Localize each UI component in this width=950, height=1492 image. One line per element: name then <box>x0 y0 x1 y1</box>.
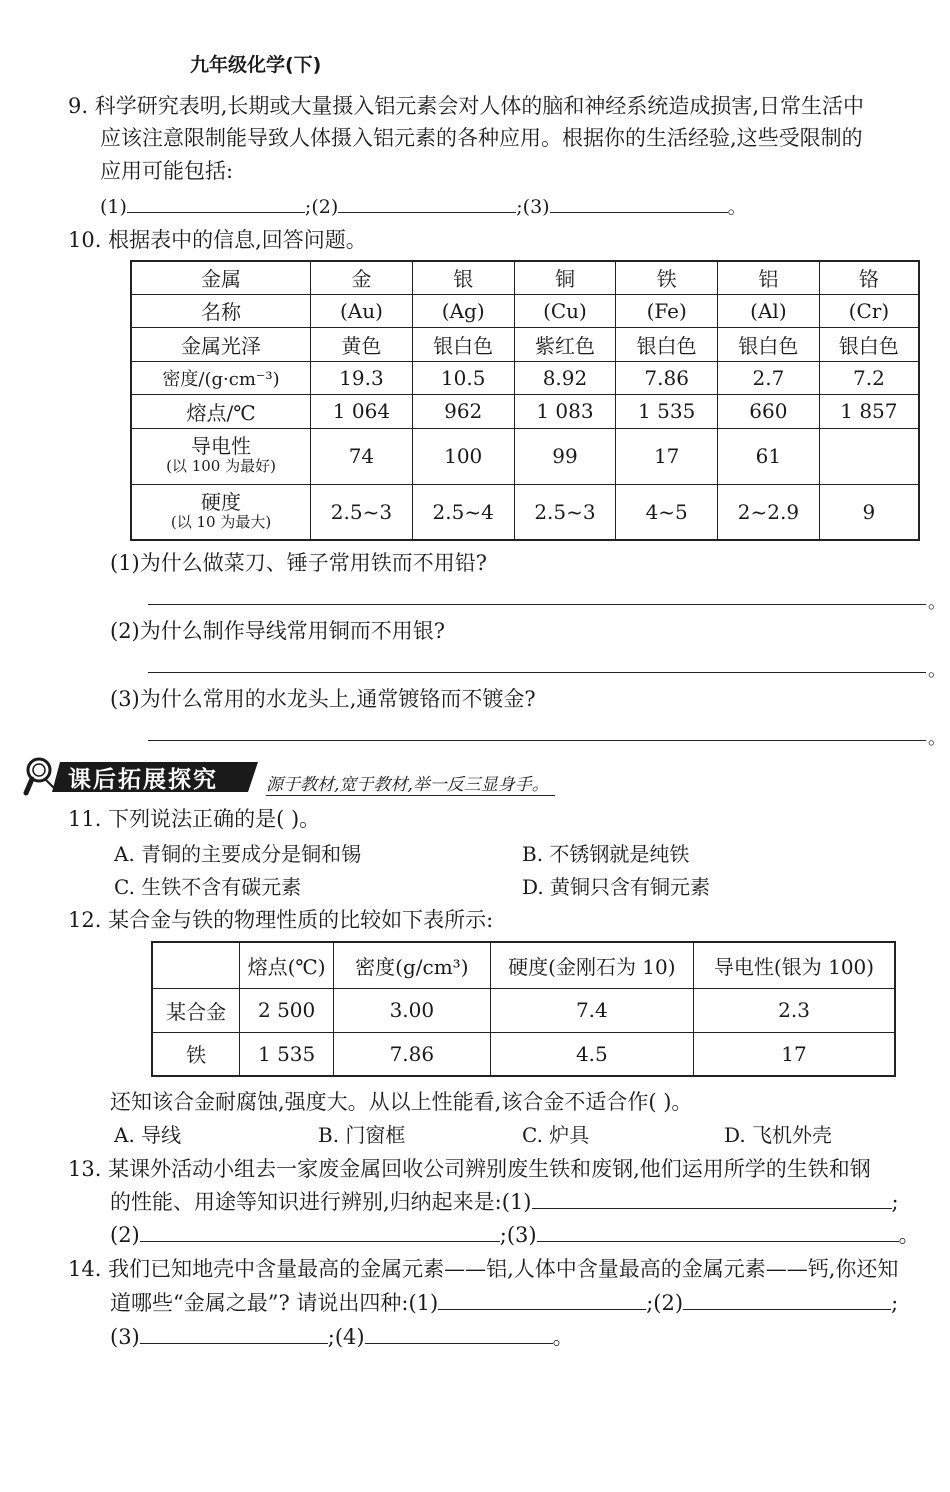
q14-semicolon: ; <box>891 1291 899 1315</box>
table-cell: (Au) <box>311 294 413 327</box>
table-cell: 962 <box>412 394 514 428</box>
table-cell: (Fe) <box>616 294 718 327</box>
table-row <box>152 988 895 1032</box>
q12-option-b[interactable]: B. 门窗框 <box>318 1123 406 1147</box>
q10-end-2: 。 <box>928 660 946 681</box>
q10-sub3: (3)为什么常用的水龙头上,通常镀铬而不镀金? <box>110 687 536 711</box>
table-row <box>131 261 919 294</box>
table-cell <box>131 484 311 540</box>
table-cell: 61 <box>718 428 820 484</box>
table-cell: 17 <box>694 1032 895 1076</box>
table-cell: 19.3 <box>311 361 413 394</box>
table-cell: 7.86 <box>616 361 718 394</box>
table-cell: 金 <box>311 261 413 294</box>
q13-end: 。 <box>898 1223 920 1247</box>
q9-end: 。 <box>727 196 747 218</box>
q9-blank-1[interactable] <box>127 192 305 213</box>
table-cell: 660 <box>718 394 820 428</box>
metal-properties-table <box>130 260 920 541</box>
table-cell: 铜 <box>514 261 616 294</box>
table-cell: 金属 <box>131 261 311 294</box>
table-cell: 2.5~3 <box>514 484 616 540</box>
table-header-row <box>152 942 895 988</box>
table-cell: 金属光泽 <box>131 327 311 361</box>
q12-stem: 12. 某合金与铁的物理性质的比较如下表所示: <box>68 908 494 932</box>
q10-answer-line-3[interactable] <box>148 740 926 741</box>
magnifier-icon <box>26 759 56 793</box>
q13-line2 <box>110 1188 899 1216</box>
table-row <box>131 428 919 484</box>
table-cell <box>819 428 919 484</box>
q13-semicolon: ; <box>891 1190 899 1214</box>
q14-line2 <box>110 1289 898 1317</box>
q13-line1: 13. 某课外活动小组去一家废金属回收公司辨别废生铁和废钢,他们运用所学的生铁和钢 <box>68 1157 871 1181</box>
q12-option-d[interactable]: D. 飞机外壳 <box>724 1123 833 1147</box>
row-sublabel: (以 10 为最大) <box>170 512 272 531</box>
row-sublabel: (以 100 为最好) <box>166 457 276 475</box>
q9-line2: 应该注意限制能导致人体摄入铝元素的各种应用。根据你的生活经验,这些受限制的 <box>100 126 863 150</box>
table-cell: 9 <box>819 484 919 540</box>
table-cell: 7.4 <box>490 988 693 1032</box>
q14-blank-2[interactable] <box>683 1289 891 1310</box>
table-cell: 银白色 <box>718 327 820 361</box>
q9-label-3: ;(3) <box>516 196 550 218</box>
q14-label-2: ;(2) <box>646 1291 684 1315</box>
q12-option-c[interactable]: C. 炉具 <box>522 1123 590 1147</box>
q14-label-3: (3) <box>110 1325 140 1349</box>
q9-line3: 应用可能包括: <box>100 159 234 183</box>
table-cell: 铁 <box>616 261 718 294</box>
q11-option-a[interactable]: A. 青铜的主要成分是铜和锡 <box>114 842 362 866</box>
table-header-cell: 硬度(金刚石为 10) <box>490 942 693 988</box>
table-row <box>152 1032 895 1076</box>
table-cell: 4~5 <box>616 484 718 540</box>
q9-answers <box>100 192 747 221</box>
q13-blank-3[interactable] <box>537 1221 899 1242</box>
q14-line3 <box>110 1323 574 1351</box>
q10-end-1: 。 <box>928 592 946 613</box>
table-cell: (Cr) <box>819 294 919 327</box>
table-cell: 熔点/℃ <box>131 394 311 428</box>
q11-option-c[interactable]: C. 生铁不含有碳元素 <box>114 875 302 899</box>
table-cell: 17 <box>616 428 718 484</box>
q10-end-3: 。 <box>928 728 946 749</box>
q13-text: 的性能、用途等知识进行辨别,归纳起来是:(1) <box>110 1190 532 1214</box>
alloy-comparison-table <box>151 941 896 1077</box>
table-cell: 银白色 <box>819 327 919 361</box>
q11-option-b[interactable]: B. 不锈钢就是纯铁 <box>522 842 690 866</box>
table-cell: 银 <box>412 261 514 294</box>
q14-end: 。 <box>552 1325 574 1349</box>
table-row <box>131 484 919 540</box>
table-cell: 紫红色 <box>514 327 616 361</box>
table-header-cell <box>152 942 240 988</box>
table-cell: 铬 <box>819 261 919 294</box>
q9-blank-3[interactable] <box>550 192 728 213</box>
table-cell: 4.5 <box>490 1032 693 1076</box>
table-header-cell: 导电性(银为 100) <box>694 942 895 988</box>
table-cell: 铁 <box>152 1032 240 1076</box>
table-cell: 74 <box>311 428 413 484</box>
table-cell: 7.2 <box>819 361 919 394</box>
row-label: 导电性 <box>191 434 252 458</box>
section-slogan: 源于教材,宽于教材,举一反三显身手。 <box>266 770 555 796</box>
q10-sub2: (2)为什么制作导线常用铜而不用银? <box>110 619 446 643</box>
q13-line3 <box>110 1221 920 1249</box>
q14-blank-3[interactable] <box>140 1323 328 1344</box>
table-cell: 1 857 <box>819 394 919 428</box>
q13-label-3: ;(3) <box>499 1223 537 1247</box>
q9-label-1: (1) <box>100 196 127 218</box>
table-cell: 1 083 <box>514 394 616 428</box>
q14-label-4: ;(4) <box>327 1325 365 1349</box>
table-row <box>131 361 919 394</box>
section-title: 课后拓展探究 <box>68 767 218 793</box>
table-cell: 2.5~3 <box>311 484 413 540</box>
q12-option-a[interactable]: A. 导线 <box>114 1123 182 1147</box>
q14-text: 道哪些“金属之最”? 请说出四种:(1) <box>110 1291 439 1315</box>
table-cell: 名称 <box>131 294 311 327</box>
table-cell: 2.7 <box>718 361 820 394</box>
table-row <box>131 327 919 361</box>
table-cell: 某合金 <box>152 988 240 1032</box>
table-cell: 1 535 <box>240 1032 334 1076</box>
table-cell: 银白色 <box>412 327 514 361</box>
table-cell: 3.00 <box>334 988 491 1032</box>
q10-answer-line-1[interactable] <box>148 604 926 605</box>
table-row <box>131 394 919 428</box>
q13-blank-2[interactable] <box>140 1221 500 1242</box>
q9-blank-2[interactable] <box>338 192 516 213</box>
table-cell: 2.3 <box>694 988 895 1032</box>
q14-line1: 14. 我们已知地壳中含量最高的金属元素——铝,人体中含量最高的金属元素——钙,你还知 <box>68 1257 899 1281</box>
q10-stem: 10. 根据表中的信息,回答问题。 <box>68 228 367 252</box>
table-cell: 100 <box>412 428 514 484</box>
q10-sub1: (1)为什么做菜刀、锤子常用铁而不用铅? <box>110 551 488 575</box>
q9-line1: 9. 科学研究表明,长期或大量摄入铝元素会对人体的脑和神经系统造成损害,日常生活中 <box>68 94 865 118</box>
table-cell: 10.5 <box>412 361 514 394</box>
table-cell: (Cu) <box>514 294 616 327</box>
q14-blank-1[interactable] <box>438 1289 646 1310</box>
table-cell: 1 064 <box>311 394 413 428</box>
q10-answer-line-2[interactable] <box>148 672 926 673</box>
table-cell: 99 <box>514 428 616 484</box>
table-cell: (Ag) <box>412 294 514 327</box>
table-cell: 银白色 <box>616 327 718 361</box>
q11-stem: 11. 下列说法正确的是( )。 <box>68 807 321 831</box>
q11-option-d[interactable]: D. 黄铜只含有铜元素 <box>522 875 711 899</box>
table-cell: 2 500 <box>240 988 334 1032</box>
table-cell: 1 535 <box>616 394 718 428</box>
q13-label-2: (2) <box>110 1223 140 1247</box>
table-row <box>131 294 919 327</box>
table-cell: 7.86 <box>334 1032 491 1076</box>
table-cell: 2.5~4 <box>412 484 514 540</box>
table-cell: 黄色 <box>311 327 413 361</box>
q14-blank-4[interactable] <box>365 1323 553 1344</box>
table-cell: 密度/(g·cm⁻³) <box>131 361 311 394</box>
page-header: 九年级化学(下) <box>190 54 322 76</box>
table-header-cell: 密度(g/cm³) <box>334 942 491 988</box>
table-cell: 铝 <box>718 261 820 294</box>
table-cell: (Al) <box>718 294 820 327</box>
q9-label-2: ;(2) <box>304 196 339 218</box>
row-label: 硬度 <box>201 489 242 514</box>
table-cell <box>131 428 311 484</box>
table-cell: 2~2.9 <box>718 484 820 540</box>
table-cell: 8.92 <box>514 361 616 394</box>
q13-blank-1[interactable] <box>532 1188 892 1209</box>
q12-follow: 还知该合金耐腐蚀,强度大。从以上性能看,该合金不适合作( )。 <box>110 1090 693 1114</box>
table-header-cell: 熔点(℃) <box>240 942 334 988</box>
